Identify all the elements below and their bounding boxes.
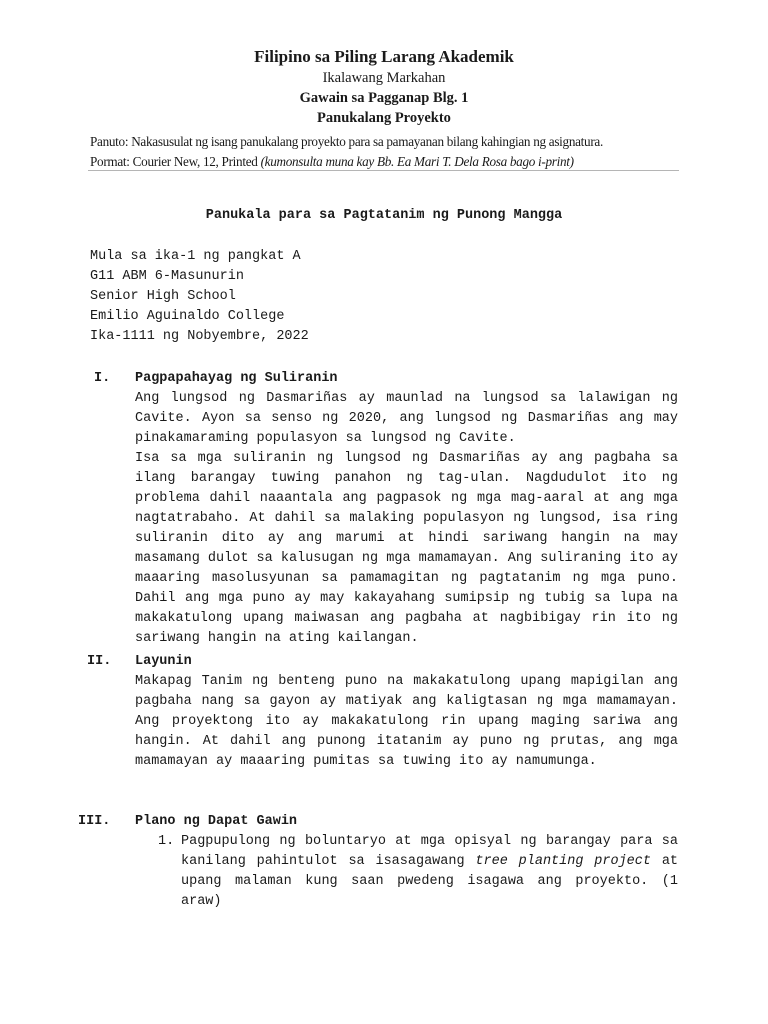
list-item-number: 1.: [158, 834, 175, 849]
panuto-text: Panuto: Nakasusulat ng isang panukalang proyekto para sa pamayanan bilang kahingian ng asignatura.: [90, 134, 603, 149]
instructions-block: [90, 132, 678, 172]
meta-line: Emilio Aguinaldo College: [90, 309, 285, 324]
document-type: Panukalang Proyekto: [317, 110, 451, 126]
list-text-italic: tree planting project: [475, 854, 651, 869]
list-text-before: Pagpupulong ng boluntaryo at mga opisyal ng barangay para sa kanilang pahintulot sa isasagawang: [181, 834, 678, 869]
header-divider: [88, 170, 679, 171]
task-label: Gawain sa Pagganap Blg. 1: [299, 90, 469, 106]
meta-line: Senior High School: [90, 289, 236, 304]
meta-line: Ika-1111 ng Nobyembre, 2022: [90, 329, 309, 344]
proposal-meta: [90, 247, 309, 347]
meta-line: Mula sa ika-1 ng pangkat A: [90, 249, 301, 264]
list-text-after: at upang malaman kung saan pwedeng isagawa ang proyekto. (1 araw): [181, 854, 679, 909]
proposal-title: Panukala para sa Pagtatanim ng Punong Mangga: [205, 208, 563, 223]
section-heading: Pagpapahayag ng Suliranin: [135, 371, 338, 386]
section-body: [135, 389, 678, 649]
pormat-note: (kumonsulta muna kay Bb. Ea Mari T. Dela Rosa bago i-print): [260, 154, 574, 169]
section-number: III.: [78, 814, 111, 829]
document-header: [0, 46, 768, 128]
section-number: I.: [94, 371, 111, 386]
paragraph: Ang lungsod ng Dasmariñas ay maunlad na lungsod sa lalawigan ng Cavite. Ayon sa senso ng 2020, ang lungsod ng Dasmariñas ang may pinakamaraming populasyon sa lungsod ng Cavite.: [135, 391, 678, 446]
course-title: Filipino sa Piling Larang Akademik: [254, 47, 514, 66]
section-body: [135, 672, 678, 772]
section-heading: Plano ng Dapat Gawin: [135, 814, 298, 829]
pormat-line: [90, 152, 678, 172]
meta-line: G11 ABM 6-Masunurin: [90, 269, 244, 284]
section-number: II.: [87, 654, 112, 669]
quarter-label: Ikalawang Markahan: [322, 70, 446, 86]
list-item-text: [181, 832, 678, 912]
section-heading: Layunin: [135, 654, 192, 669]
pormat-label: Pormat: Courier New, 12, Printed: [90, 154, 258, 169]
paragraph: Isa sa mga suliranin ng lungsod ng Dasmariñas ay ang pagbaha sa ilang barangay tuwing panahon ng tag-ulan. Nagdudulot ito ng problema dahil naaantala ang pagpasok ng mga mag-aaral at ang mga nagtatrabaho. At dahil sa malaking populasyon ng lungsod, isa ring suliranin dito ay ang marumi at hindi sariwang hangin na may masamang dulot sa kalusugan ng mga mamamayan. Ang suliraning ito ay maaaring masolusyunan sa pamamagitan ng pagtatanim ng mga puno. Dahil ang mga puno ay may kakayahang sumipsip ng tubig sa lupa na makakatulong upang maiwasan ang pagbaha at nagbibigay rin ito ng sariwang hangin na ating kailangan.: [135, 451, 678, 646]
paragraph: Makapag Tanim ng benteng puno na makakatulong upang mapigilan ang pagbaha nang sa gayon ay matiyak ang kaligtasan ng mga mamamayan. Ang proyektong ito ay makakatulong rin upang maging sariwa ang hangin. At dahil ang punong itatanim ay puno ng prutas, ang mga mamamayan ay maaaring pumitas sa tuwing ito ay namumunga.: [135, 674, 678, 769]
